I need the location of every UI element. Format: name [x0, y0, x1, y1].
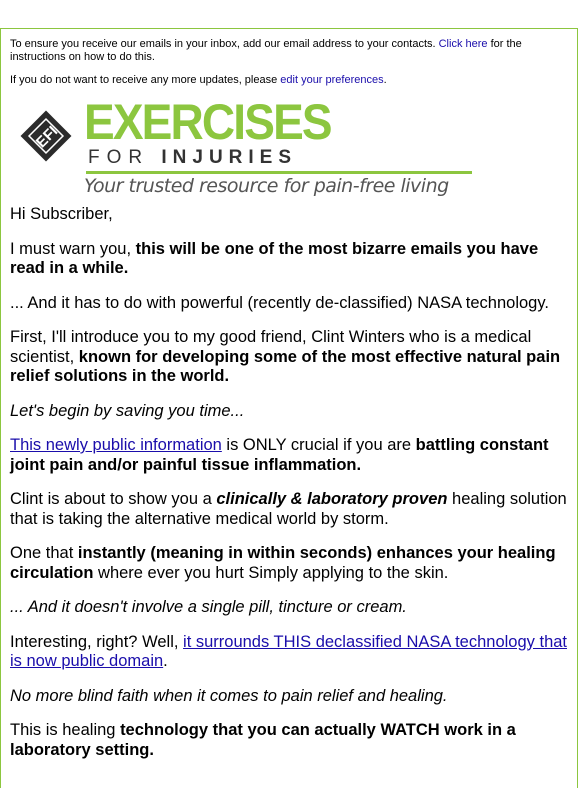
italic-text: Let's begin by saving you time... [10, 401, 245, 420]
preheader-text: . [383, 74, 387, 86]
brand-logo [10, 91, 567, 209]
email-body [10, 205, 567, 760]
text: Clint is about to show you a [10, 490, 217, 508]
preheader-unsubscribe-note [10, 74, 567, 87]
nasa-technology-link[interactable]: it surrounds THIS declassified NASA technology that is now public domain [10, 632, 568, 670]
text: . [163, 652, 168, 670]
bold-italic-text: clinically & laboratory proven [216, 490, 448, 508]
paragraph-proven-solution [10, 490, 567, 529]
bold-text: instantly (meaning in within seconds) enhances your healing circulation [10, 544, 556, 582]
logo-sub-for: FOR [88, 147, 150, 168]
paragraph-nasa: ... And it has to do with powerful (recently de-classified) NASA technology. [10, 293, 549, 312]
preheader-text: for the instructions on how to do this. [10, 38, 522, 63]
public-information-link[interactable]: This newly public information [10, 436, 222, 454]
email-container [0, 28, 578, 788]
paragraph-laboratory [10, 721, 567, 760]
text: healing solution that is taking the alternative medical world by storm. [10, 490, 567, 528]
bold-text: technology that you can actually WATCH work in a laboratory setting. [10, 721, 516, 759]
logo-tagline: Your trusted resource for pain-free living [84, 175, 449, 197]
logo-wordmark: EXERCISES [84, 94, 331, 150]
paragraph-blind-faith [10, 687, 567, 707]
click-here-link[interactable]: Click here [438, 38, 488, 50]
edit-preferences-link[interactable]: edit your preferences [280, 74, 384, 86]
efi-logo-mark-icon [15, 105, 77, 167]
bold-text: this will be one of the most bizarre emails you have read in a while. [10, 239, 539, 277]
text: I must warn you, [10, 239, 136, 258]
italic-text: ... And it doesn't involve a single pill, tincture or cream. [10, 598, 407, 616]
text: where ever you hurt Simply applying to the skin. [93, 563, 449, 582]
italic-text: No more blind faith when it comes to pain relief and healing. [10, 686, 448, 705]
preheader-text: To ensure you receive our emails in your inbox, add our email address to your contacts. [10, 38, 439, 50]
paragraph-warning [10, 240, 567, 279]
greeting: Hi Subscriber, [10, 205, 113, 223]
text: is ONLY crucial if you are [221, 436, 416, 454]
text: This is healing [10, 721, 121, 739]
preheader-text: If you do not want to receive any more updates, please [10, 74, 281, 86]
bold-text: battling constant joint pain and/or painful tissue inflammation. [10, 436, 549, 474]
logo-mark-text: EFI [32, 122, 62, 152]
paragraph-no-pill [10, 598, 567, 618]
bold-text: known for developing some of the most effective natural pain relief solutions in the world. [10, 347, 561, 385]
logo-divider [86, 171, 472, 174]
paragraph-saving-time [10, 402, 567, 422]
paragraph-declassified [10, 633, 567, 672]
text: Interesting, right? Well, [10, 632, 184, 651]
logo-sub-injuries: INJURIES [161, 147, 298, 168]
text: One that [10, 544, 78, 562]
paragraph-public-information [10, 436, 567, 475]
text: First, I'll introduce you to my good friend, Clint Winters who is a medical scientist, [10, 328, 532, 366]
paragraph-circulation [10, 544, 567, 583]
logo-subtitle [88, 148, 297, 168]
preheader-inbox-note [10, 38, 567, 64]
paragraph-introduction [10, 328, 567, 387]
